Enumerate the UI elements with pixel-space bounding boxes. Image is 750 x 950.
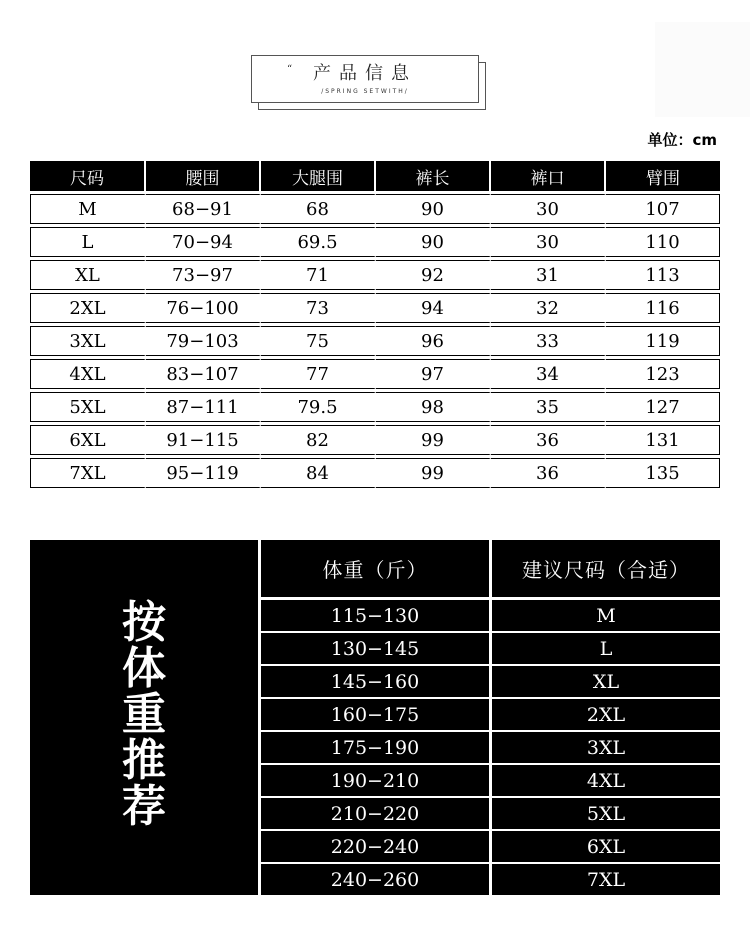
suggested-size-cell: M xyxy=(492,600,720,631)
table-row xyxy=(30,326,720,356)
cell-hem: 36 xyxy=(491,458,606,488)
cell-thigh: 75 xyxy=(261,326,376,356)
cell-waist: 79−103 xyxy=(146,326,261,356)
cell-size: 2XL xyxy=(30,293,146,323)
table-row xyxy=(30,260,720,290)
cell-hem: 36 xyxy=(491,425,606,455)
cell-hip: 135 xyxy=(606,458,720,488)
cell-thigh: 82 xyxy=(261,425,376,455)
cell-thigh: 71 xyxy=(261,260,376,290)
cell-size: 6XL xyxy=(30,425,146,455)
header-length: 裤长 xyxy=(376,161,491,191)
cell-hip: 113 xyxy=(606,260,720,290)
cell-hem: 30 xyxy=(491,227,606,257)
size-table-header xyxy=(30,161,720,191)
cell-length: 99 xyxy=(376,458,491,488)
cell-thigh: 73 xyxy=(261,293,376,323)
weight-range-cell: 175−190 xyxy=(261,732,489,763)
suggested-size-cell: 6XL xyxy=(492,831,720,862)
cell-size: L xyxy=(30,227,146,257)
cell-size: 5XL xyxy=(30,392,146,422)
suggested-size-cell: 2XL xyxy=(492,699,720,730)
weight-range-cell: 220−240 xyxy=(261,831,489,862)
cell-hem: 33 xyxy=(491,326,606,356)
cell-hip: 127 xyxy=(606,392,720,422)
cell-hip: 110 xyxy=(606,227,720,257)
cell-waist: 73−97 xyxy=(146,260,261,290)
suggested-size-cell: 7XL xyxy=(492,864,720,895)
cell-hem: 35 xyxy=(491,392,606,422)
cell-length: 92 xyxy=(376,260,491,290)
corner-swatch xyxy=(655,22,750,117)
cell-thigh: 69.5 xyxy=(261,227,376,257)
cell-size: M xyxy=(30,194,146,224)
weight-range-cell: 145−160 xyxy=(261,666,489,697)
cell-hip: 107 xyxy=(606,194,720,224)
cell-hip: 119 xyxy=(606,326,720,356)
cell-waist: 91−115 xyxy=(146,425,261,455)
table-row xyxy=(30,227,720,257)
cell-thigh: 79.5 xyxy=(261,392,376,422)
cell-length: 97 xyxy=(376,359,491,389)
weight-range-cell: 190−210 xyxy=(261,765,489,796)
cell-length: 99 xyxy=(376,425,491,455)
cell-length: 94 xyxy=(376,293,491,323)
table-row xyxy=(30,425,720,455)
side-char: 重 xyxy=(122,689,166,740)
title-quote-mark: “ xyxy=(287,64,293,75)
cell-size: 3XL xyxy=(30,326,146,356)
side-char: 按 xyxy=(122,597,166,648)
unit-label: 单位：cm xyxy=(647,131,717,149)
cell-size: 4XL xyxy=(30,359,146,389)
table-row xyxy=(30,458,720,488)
cell-waist: 87−111 xyxy=(146,392,261,422)
page-title: 产品信息 xyxy=(313,63,417,84)
cell-hip: 123 xyxy=(606,359,720,389)
cell-hip: 131 xyxy=(606,425,720,455)
cell-hem: 30 xyxy=(491,194,606,224)
header-waist: 腰围 xyxy=(146,161,261,191)
header-thigh: 大腿围 xyxy=(261,161,376,191)
page-subtitle: /SPRING SETWITH/ xyxy=(321,88,409,95)
cell-length: 96 xyxy=(376,326,491,356)
header-weight: 体重（斤） xyxy=(261,540,489,597)
suggested-size-cell: 5XL xyxy=(492,798,720,829)
header-hip: 臂围 xyxy=(606,161,720,191)
size-table xyxy=(30,158,720,491)
cell-waist: 83−107 xyxy=(146,359,261,389)
side-char: 体 xyxy=(122,643,166,694)
suggested-size-cell: XL xyxy=(492,666,720,697)
cell-waist: 95−119 xyxy=(146,458,261,488)
cell-size: 7XL xyxy=(30,458,146,488)
cell-thigh: 84 xyxy=(261,458,376,488)
side-char: 推 xyxy=(122,735,166,786)
suggested-size-cell: 3XL xyxy=(492,732,720,763)
cell-waist: 68−91 xyxy=(146,194,261,224)
cell-thigh: 68 xyxy=(261,194,376,224)
cell-hem: 31 xyxy=(491,260,606,290)
weight-range-cell: 130−145 xyxy=(261,633,489,664)
cell-hem: 34 xyxy=(491,359,606,389)
cell-thigh: 77 xyxy=(261,359,376,389)
weight-range-cell: 240−260 xyxy=(261,864,489,895)
cell-length: 98 xyxy=(376,392,491,422)
side-char: 荐 xyxy=(122,781,166,832)
cell-size: XL xyxy=(30,260,146,290)
suggested-size-cell: 4XL xyxy=(492,765,720,796)
table-row xyxy=(30,194,720,224)
cell-hem: 32 xyxy=(491,293,606,323)
cell-hip: 116 xyxy=(606,293,720,323)
weight-range-cell: 115−130 xyxy=(261,600,489,631)
suggested-size-cell: L xyxy=(492,633,720,664)
header-suggested-size: 建议尺码（合适） xyxy=(492,540,720,597)
weight-range-cell: 210−220 xyxy=(261,798,489,829)
cell-waist: 70−94 xyxy=(146,227,261,257)
table-row xyxy=(30,392,720,422)
weight-range-cell: 160−175 xyxy=(261,699,489,730)
cell-length: 90 xyxy=(376,227,491,257)
cell-waist: 76−100 xyxy=(146,293,261,323)
header-size: 尺码 xyxy=(30,161,146,191)
header-hem: 裤口 xyxy=(491,161,606,191)
cell-length: 90 xyxy=(376,194,491,224)
table-row xyxy=(30,359,720,389)
table-row xyxy=(30,293,720,323)
weight-side-label xyxy=(30,597,258,832)
